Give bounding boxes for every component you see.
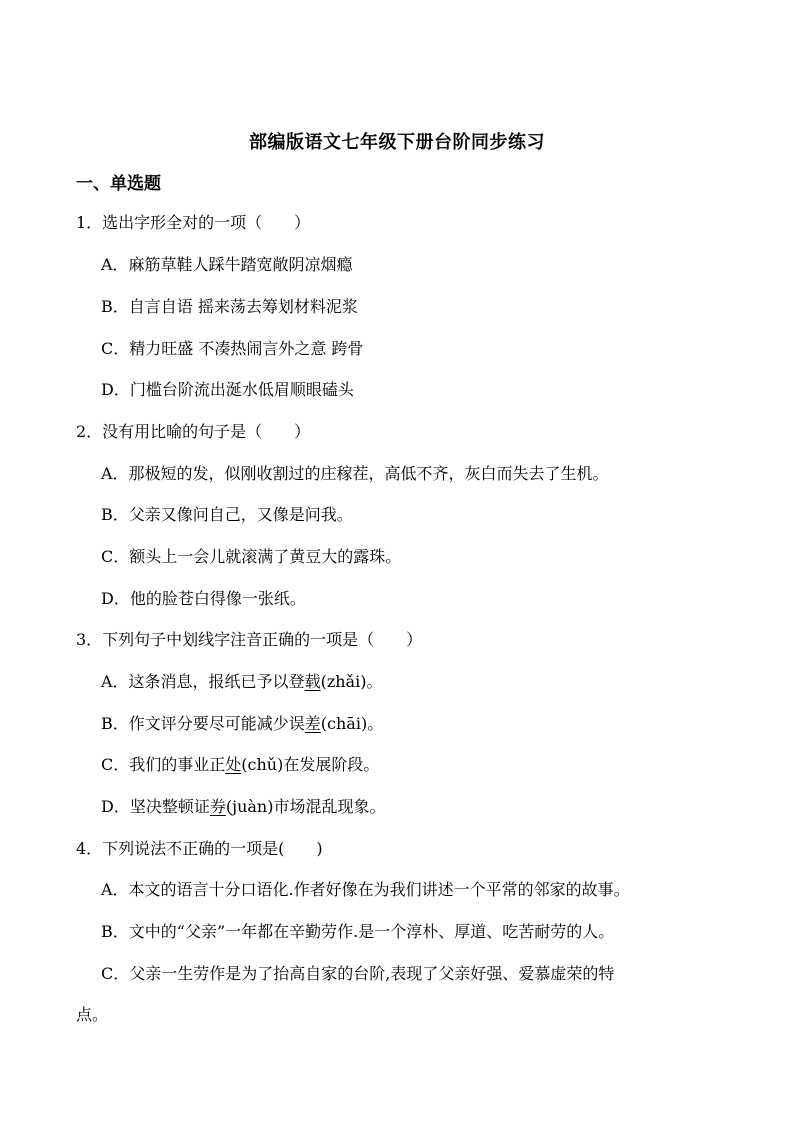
- question-3-option-b: [101, 711, 383, 734]
- option-text: D．坚决整顿证: [101, 797, 210, 816]
- question-3-option-d: [101, 794, 385, 817]
- question-2-stem: 2．没有用比喻的句子是（ ）: [76, 422, 311, 441]
- pinyin-text: (juàn)市场混乱现象。: [225, 797, 386, 816]
- question-3-stem: 3．下列句子中划线字注音正确的一项是（ ）: [76, 630, 423, 649]
- underlined-character: 券: [209, 797, 226, 816]
- question-2-option-c: C．额头上一会儿就滚满了黄豆大的露珠。: [101, 547, 402, 566]
- underlined-character: 载: [304, 672, 321, 691]
- underlined-character: 处: [225, 755, 242, 774]
- question-1-option-a: A．麻筋草鞋人踩牛踏宽敞阴凉烟瘾: [101, 255, 353, 274]
- underlined-character: 差: [304, 714, 321, 733]
- question-4-option-a: A．本文的语言十分口语化.作者好像在为我们讲述一个平常的邻家的故事。: [101, 880, 630, 899]
- question-3-option-a: [101, 669, 382, 692]
- question-4-option-b: B．文中的“父亲”一年都在辛勤劳作.是一个淳朴、厚道、吃苦耐劳的人。: [101, 922, 615, 941]
- question-1-stem: 1．选出字形全对的一项（ ）: [76, 213, 311, 232]
- option-text: C．我们的事业正: [101, 755, 226, 774]
- question-4-option-c-continued: 点。: [76, 1005, 109, 1024]
- document-title: 部编版语文七年级下册台阶同步练习: [249, 132, 545, 153]
- question-2-option-a: A．那极短的发，似刚收割过的庄稼茬，高低不齐，灰白而失去了生机。: [101, 464, 609, 483]
- question-1-option-c: C．精力旺盛 不凑热闹言外之意 跨骨: [101, 339, 364, 358]
- question-4-option-c: C．父亲一生劳作是为了抬高自家的台阶,表现了父亲好强、爱慕虚荣的特: [101, 964, 615, 983]
- question-3-option-c: [101, 752, 379, 775]
- question-4-stem: 4．下列说法不正确的一项是( ): [76, 839, 323, 858]
- option-text: B．作文评分要尽可能减少误: [101, 714, 305, 733]
- option-text: A．这条消息，报纸已予以登: [101, 672, 305, 691]
- question-2-option-d: D．他的脸苍白得像一张纸。: [101, 589, 306, 608]
- pinyin-text: (chǔ)在发展阶段。: [241, 755, 380, 774]
- question-1-option-b: B．自言自语 摇来荡去筹划材料泥浆: [101, 297, 358, 316]
- section-heading: 一、单选题: [76, 174, 161, 194]
- question-1-option-d: D．门槛台阶流出涎水低眉顺眼磕头: [101, 380, 354, 399]
- question-2-option-b: B．父亲又像问自己，又像是问我。: [101, 505, 353, 524]
- pinyin-text: (zhǎi)。: [320, 672, 383, 691]
- pinyin-text: (chāi)。: [320, 714, 384, 733]
